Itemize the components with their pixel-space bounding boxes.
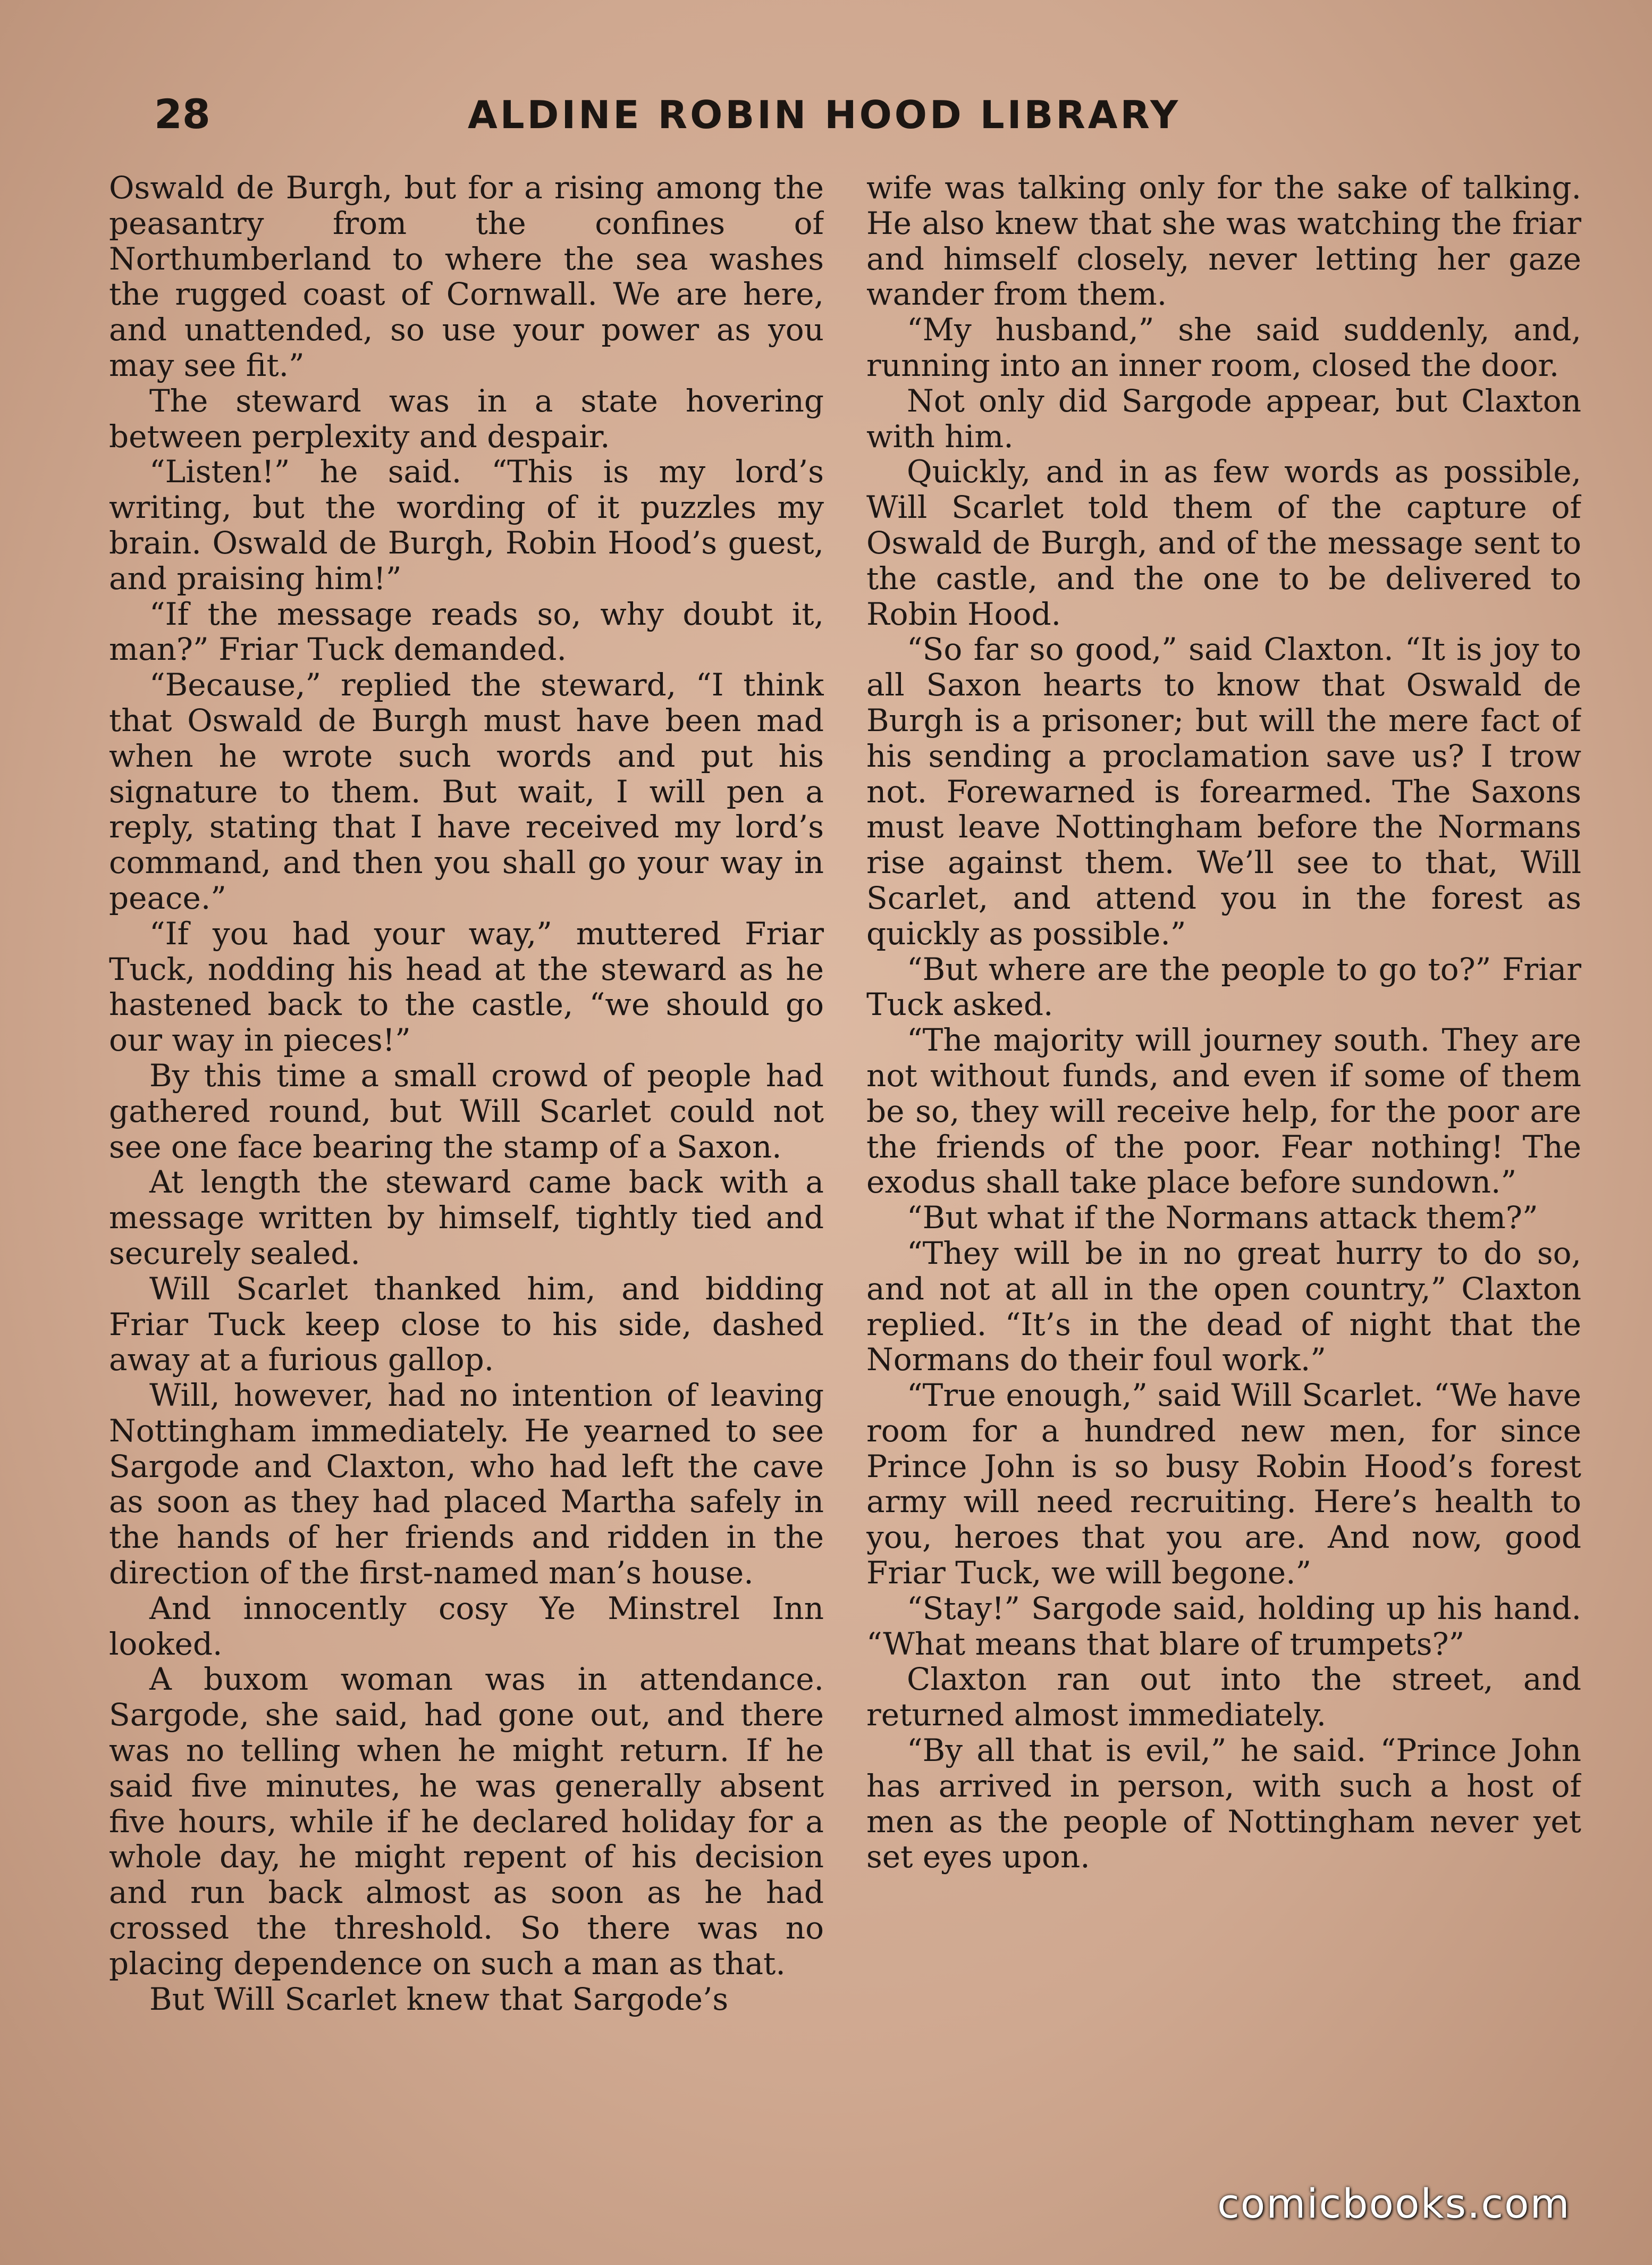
paragraph: By this time a small crowd of people had gathered round, but Will Scarlet could not see one face bearing the stamp of a Saxon. <box>109 1057 824 1165</box>
paragraph: “Because,” replied the steward, “I think that Oswald de Burgh must have been mad when he wrote such words and put his signature to them. But wait, I will pen a reply, stating that I have received my lord’s command, and then you shall go your way in peace.” <box>109 667 824 916</box>
paragraph: “By all that is evil,” he said. “Prince John has arrived in person, with such a host of men as the people of Nottingham never yet set eyes upon. <box>866 1732 1581 1875</box>
paragraph: “They will be in no great hurry to do so, and not at all in the open country,” Claxton replied. “It’s in the dead of night that the Normans do their foul work.” <box>866 1235 1581 1378</box>
paragraph: “My husband,” she said suddenly, and, running into an inner room, closed the door. <box>866 312 1581 383</box>
paragraph: “If you had your way,” muttered Friar Tuck, nodding his head at the steward as he hastened back to the castle, “we should go our way in pieces!” <box>109 915 824 1059</box>
running-title: ALDINE ROBIN HOOD LIBRARY <box>468 93 1181 137</box>
paragraph: Not only did Sargode appear, but Claxton with him. <box>866 382 1581 455</box>
paragraph: Quickly, and in as few words as possible, Will Scarlet told them of the capture of Oswald de Burgh, and of the message sent to the castle, and the one to be delivered to Robin Hood. <box>866 454 1581 632</box>
paragraph: “The majority will journey south. They are not without funds, and even if some of them be so, they will receive help, for the poor are the friends of the poor. Fear nothing! The exodus shall take place before sundown.” <box>866 1022 1581 1201</box>
page-header <box>0 90 1652 154</box>
paragraph: Oswald de Burgh, but for a rising among the peasantry from the confines of Northumberland to where the sea washes the rugged coast of Cornwall. We are here, and unattended, so use your power as you may see fit.” <box>109 170 824 383</box>
paragraph: And innocently cosy Ye Minstrel Inn looked. <box>109 1590 824 1662</box>
paragraph: “Listen!” he said. “This is my lord’s writing, but the wording of it puzzles my brain. Oswald de Burgh, Robin Hood’s guest, and praising him!” <box>109 454 824 597</box>
right-column <box>866 170 1581 2169</box>
paragraph: But Will Scarlet knew that Sargode’s <box>149 1981 729 2017</box>
paragraph: At length the steward came back with a message written by himself, tightly tied and securely sealed. <box>109 1164 824 1271</box>
paragraph: “But where are the people to go to?” Friar Tuck asked. <box>866 951 1581 1023</box>
page-number: 28 <box>154 90 210 138</box>
paragraph: The steward was in a state hovering between perplexity and despair. <box>109 382 824 455</box>
paragraph: “If the message reads so, why doubt it, man?” Friar Tuck demanded. <box>109 595 824 668</box>
paragraph: Claxton ran out into the street, and returned almost immediately. <box>866 1661 1581 1733</box>
paragraph: “But what if the Normans attack them?” <box>907 1199 1538 1236</box>
paragraph: Will, however, had no intention of leaving Nottingham immediately. He yearned to see Sargode and Claxton, who had left the cave as soon as they had placed Martha safely in the hands of her friends and ridden in the direction of the first-named man’s house. <box>109 1377 824 1591</box>
paragraph: “True enough,” said Will Scarlet. “We have room for a hundred new men, for since Prince John is so busy Robin Hood’s forest army will need recruiting. Here’s health to you, heroes that you are. And now, good Friar Tuck, we will begone.” <box>866 1377 1581 1591</box>
paragraph: wife was talking only for the sake of talking. He also knew that she was watching the friar and himself closely, never letting her gaze wander from them. <box>866 170 1581 313</box>
site-watermark: comicbooks.com <box>1217 2180 1571 2227</box>
left-column <box>109 170 824 2169</box>
paragraph: A buxom woman was in attendance. Sargode, she said, had gone out, and there was no telling when he might return. If he said five minutes, he was generally absent five hours, while if he declared holiday for a whole day, he might repent of his decision and run back almost as soon as he had crossed the threshold. So there was no placing dependence on such a man as that. <box>109 1661 824 1982</box>
paragraph: Will Scarlet thanked him, and bidding Friar Tuck keep close to his side, dashed away at a furious gallop. <box>109 1270 824 1378</box>
paragraph: “So far so good,” said Claxton. “It is joy to all Saxon hearts to know that Oswald de Burgh is a prisoner; but will the mere fact of his sending a proclamation save us? I trow not. Forewarned is forearmed. The Saxons must leave Nottingham before the Normans rise against them. We’ll see to that, Will Scarlet, and attend you in the forest as quickly as possible.” <box>866 631 1581 952</box>
paragraph: “Stay!” Sargode said, holding up his hand. “What means that blare of trumpets?” <box>866 1590 1581 1662</box>
